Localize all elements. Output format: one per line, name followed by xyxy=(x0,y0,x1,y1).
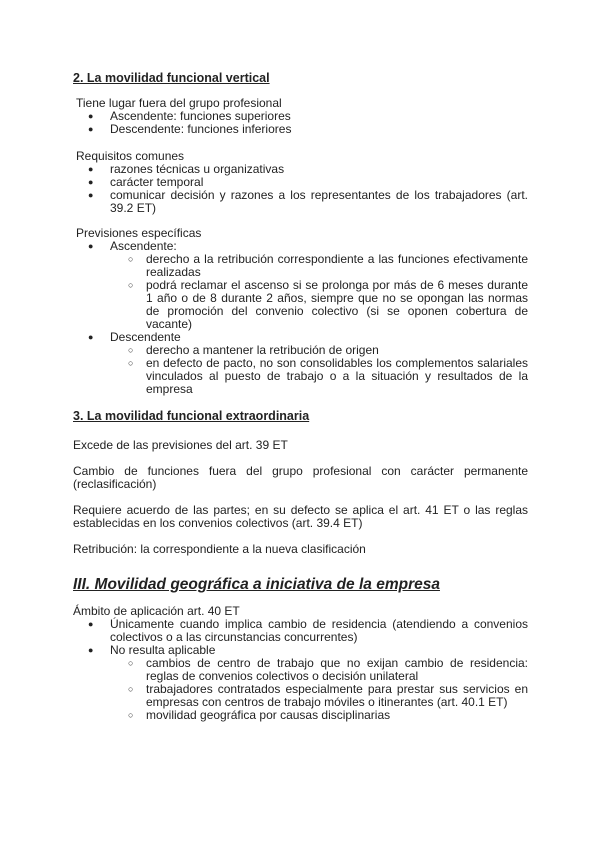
list-item-descendente xyxy=(73,331,528,396)
sublist-item: ○ podrá reclamar el ascenso si se prolonga por más de 6 meses durante 1 año o de 8 durante 2 años, siempre que no se opongan las normas de promoción del convenio colectivo (si se oponen cobertura de vacante) xyxy=(110,279,528,331)
section-title: 2. La movilidad funcional vertical xyxy=(73,71,270,85)
paragraph: Retribución: la correspondiente a la nueva clasificación xyxy=(73,542,366,556)
list-item: ● comunicar decisión y razones a los representantes de los trabajadores (art. 39.2 ET) xyxy=(73,189,528,215)
section-movilidad-geografica xyxy=(73,576,528,722)
sublist-item: ○ movilidad geográfica por causas disciplinarias xyxy=(110,709,528,722)
section-title: 3. La movilidad funcional extraordinaria xyxy=(73,409,310,423)
sublist-item: ○ derecho a mantener la retribución de origen xyxy=(110,344,528,357)
descendente-label: Descendente xyxy=(110,330,181,344)
requisitos-title: Requisitos comunes xyxy=(76,149,185,163)
paragraph: Excede de las previsiones del art. 39 ET xyxy=(73,438,288,452)
sublist-item: ○ cambios de centro de trabajo que no exijan cambio de residencia: reglas de convenios colectivos o decisión unilateral xyxy=(110,657,528,683)
no-aplicable-sublist xyxy=(110,657,528,722)
paragraph: Cambio de funciones fuera del grupo profesional con carácter permanente (reclasificación) xyxy=(73,464,528,491)
list-item-ascendente xyxy=(73,240,528,331)
list-item: ● carácter temporal xyxy=(73,176,528,189)
scope-list xyxy=(73,618,528,722)
list-item: ● razones técnicas u organizativas xyxy=(73,163,528,176)
previsiones-list xyxy=(73,240,528,396)
list-item: ● Ascendente: funciones superiores xyxy=(73,110,528,123)
descendente-sublist xyxy=(110,344,528,396)
paragraph: Requiere acuerdo de las partes; en su defecto se aplica el art. 41 ET o las reglas establecidas en los convenios colectivos (art. 39.4 ET) xyxy=(73,503,528,530)
list-item: ● Únicamente cuando implica cambio de residencia (atendiendo a convenios colectivos o a las circunstancias concurrentes) xyxy=(73,618,528,644)
sublist-item: ○ en defecto de pacto, no son consolidables los complementos salariales vinculados al puesto de trabajo o a la situación y resultados de la empresa xyxy=(110,357,528,396)
scope-text: Ámbito de aplicación art. 40 ET xyxy=(73,604,240,618)
sublist-item: ○ trabajadores contratados especialmente para prestar sus servicios en empresas con centros de trabajo móviles o itinerantes (art. 40.1 ET) xyxy=(110,683,528,709)
no-aplicable-label: No resulta aplicable xyxy=(110,643,216,657)
intro-text: Tiene lugar fuera del grupo profesional xyxy=(76,96,282,110)
sublist-item: ○ derecho a la retribución correspondiente a las funciones efectivamente realizadas xyxy=(110,253,528,279)
ascendente-label: Ascendente: xyxy=(110,239,177,253)
list-item-no-aplicable xyxy=(73,644,528,722)
requisitos-list xyxy=(73,163,528,215)
section-title: III. Movilidad geográfica a iniciativa de la empresa xyxy=(73,576,440,593)
ascendente-sublist xyxy=(110,253,528,331)
list-item: ● Descendente: funciones inferiores xyxy=(73,123,528,136)
previsiones-title: Previsiones específicas xyxy=(76,226,202,240)
section-movilidad-vertical xyxy=(73,71,528,396)
intro-list xyxy=(73,110,528,136)
section-movilidad-extraordinaria xyxy=(73,409,528,556)
